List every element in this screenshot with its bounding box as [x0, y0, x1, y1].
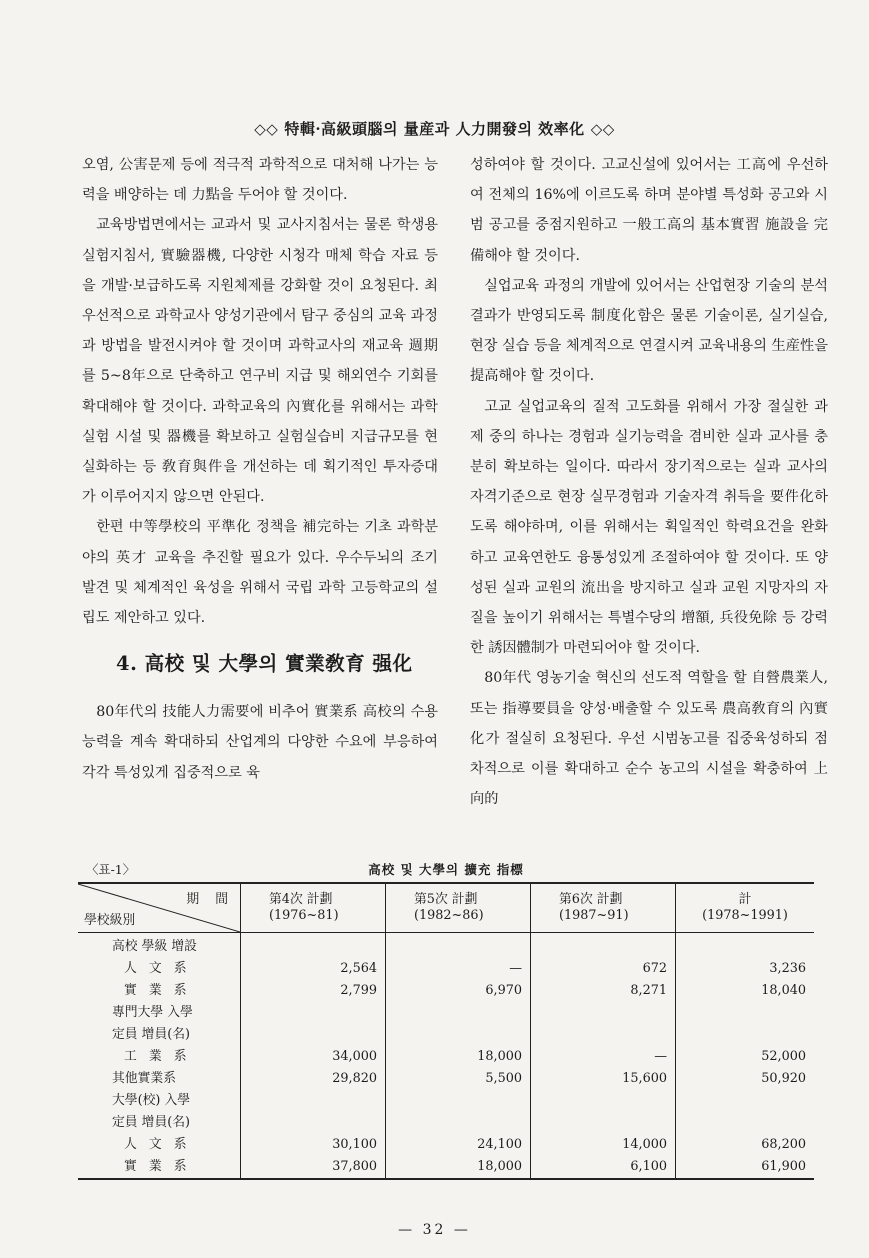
cell — [386, 1090, 531, 1112]
table-row — [78, 933, 814, 959]
left-column — [82, 150, 438, 788]
cell: 6,100 — [531, 1156, 676, 1179]
diamond-decor-right: ◇◇ — [590, 120, 615, 138]
cell: — — [386, 958, 531, 980]
header-title: 特輯·高級頭腦의 量産과 人力開發의 效率化 — [284, 120, 585, 138]
column-header-plan-5 — [386, 883, 531, 933]
expansion-table-block — [78, 858, 814, 1180]
cell: 24,100 — [386, 1134, 531, 1156]
cell — [531, 1112, 676, 1134]
cell — [531, 1002, 676, 1024]
table-caption — [78, 858, 814, 882]
corner-school-level-label: 學校級別 — [84, 913, 136, 928]
left-paragraph-3: 한편 中等學校의 平準化 정책을 補完하는 기초 과학분야의 英才 교육을 추진할 필요가 있다. 우수두뇌의 조기 발견 및 체계적인 육성을 위해서 국립 과학 고등학교의 설립도 제안하고 있다. — [82, 519, 438, 627]
column-header-years: (1982~86) — [414, 908, 484, 923]
cell — [241, 1002, 386, 1024]
row-label: 實 業 系 — [78, 1156, 241, 1179]
cell: 14,000 — [531, 1134, 676, 1156]
cell: 50,920 — [761, 1071, 806, 1086]
corner-period-label: 期 間 — [186, 892, 234, 907]
cell: 30,100 — [241, 1134, 386, 1156]
row-label: 高校 學級 增設 — [78, 933, 241, 959]
table-row — [78, 1134, 814, 1156]
column-header-total — [676, 883, 815, 933]
cell — [241, 1024, 386, 1046]
cell: 672 — [531, 958, 676, 980]
diamond-decor-left: ◇◇ — [254, 120, 279, 138]
right-paragraph-2: 실업교육 과정의 개발에 있어서는 산업현장 기술의 분석결과가 반영되도록 制度化함은 물론 기술이론, 실기실습, 현장 실습 등을 체계적으로 연결시켜 교육내용의 生産性을 提高해야 할 것이다. — [470, 277, 828, 385]
cell — [241, 1090, 386, 1112]
cell: 61,900 — [761, 1159, 806, 1174]
cell: 18,000 — [386, 1046, 531, 1068]
table-corner-cell — [78, 883, 241, 933]
cell: 15,600 — [531, 1068, 676, 1090]
table-row — [78, 1156, 814, 1179]
table-row — [78, 958, 814, 980]
page-number: — 32 — — [398, 1222, 471, 1238]
column-header-name: 第5次 計劃 — [414, 892, 478, 907]
cell: 68,200 — [761, 1137, 806, 1152]
cell — [531, 1024, 676, 1046]
cell: 8,271 — [531, 980, 676, 1002]
section-title: 4. 高校 및 大學의 實業敎育 强化 — [116, 652, 413, 676]
right-paragraph-3: 고교 실업교육의 질적 고도화를 위해서 가장 절실한 과제 중의 하나는 경험과 실기능력을 겸비한 실과 교사를 충분히 확보하는 일이다. 따라서 장기적으로는 실과 교사의 자격기준으로 현장 실무경험과 기술자격 취득을 要件化하도록 해야하며, 이를 위해서는 획일적인 학력요건을 완화하고 교육연한도 융통성있게 조절하여야 할 것이다. 또 양성된 실과 교원의 流出을 방지하고 실과 교원 지망자의 자질을 높이기 위해서는 특별수당의 增額, 兵役免除 등 강력한 誘因體制가 마련되어야 할 것이다. — [470, 398, 828, 657]
left-paragraph-1: 오염, 公害문제 등에 적극적 과학적으로 대처해 나가는 능력을 배양하는 데 力點을 두어야 할 것이다. — [82, 157, 438, 204]
cell — [531, 933, 676, 959]
table-row — [78, 980, 814, 1002]
cell: 18,040 — [761, 983, 806, 998]
cell: 52,000 — [761, 1049, 806, 1064]
table-row — [78, 1002, 814, 1024]
cell — [386, 1024, 531, 1046]
running-header — [0, 118, 869, 139]
column-header-name: 第4次 計劃 — [269, 892, 333, 907]
table-row — [78, 1112, 814, 1134]
left-paragraph-2: 교육방법면에서는 교과서 및 교사지침서는 물론 학생용 실험지침서, 實驗器機, 다양한 시청각 매체 학습 자료 등을 개발·보급하도록 지원체제를 강화할 것이 요청된다. 최우선적으로 과학교사 양성기관에서 탐구 중심의 교육 과정과 방법을 발전시켜야 할 것이며 과학교사의 재교육 週期를 5~8年으로 단축하고 연구비 지급 및 해외연수 기회를 확대해야 할 것이다. 과학교육의 內實化를 위해서는 과학실험 시설 및 器機를 확보하고 실험실습비 지급규모를 현실화하는 등 敎育與件을 개선하는 데 획기적인 투자증대가 이루어지지 않으면 안된다. — [82, 217, 438, 506]
column-header-years: (1976~81) — [269, 908, 339, 923]
row-label: 人 文 系 — [78, 1134, 241, 1156]
cell: — — [531, 1046, 676, 1068]
cell: 18,000 — [386, 1156, 531, 1179]
cell: 5,500 — [386, 1068, 531, 1090]
table-label: 〈표-1〉 — [86, 862, 136, 877]
cell — [531, 1090, 676, 1112]
cell: 2,564 — [241, 958, 386, 980]
cell — [241, 1112, 386, 1134]
cell — [386, 1112, 531, 1134]
row-label: 專門大學 入學 — [78, 1002, 241, 1024]
table-row — [78, 1024, 814, 1046]
table-header-row — [78, 883, 814, 933]
left-paragraph-4: 80年代의 技能人力需要에 비추어 實業系 高校의 수용능력을 계속 확대하되 산업계의 다양한 수요에 부응하여 각각 특성있게 집중적으로 육 — [82, 704, 438, 781]
cell: 3,236 — [769, 961, 806, 976]
expansion-table — [78, 882, 814, 1180]
table-row — [78, 1090, 814, 1112]
row-label: 大學(校) 入學 — [78, 1090, 241, 1112]
row-label: 工 業 系 — [78, 1046, 241, 1068]
column-header-years: (1978~1991) — [702, 908, 788, 923]
column-header-plan-4 — [241, 883, 386, 933]
row-label: 其他實業系 — [78, 1068, 241, 1090]
table-row — [78, 1046, 814, 1068]
right-paragraph-4: 80年代 영농기술 혁신의 선도적 역할을 할 自營農業人, 또는 指導要員을 양성·배출할 수 있도록 農高敎育의 內實化가 절실히 요청된다. 우선 시범농고를 집중육성하되 점차적으로 이를 확대하고 순수 농고의 시설을 확충하여 上向的 — [470, 670, 828, 808]
right-column — [470, 150, 828, 814]
cell — [386, 1002, 531, 1024]
column-header-years: (1987~91) — [559, 908, 629, 923]
cell — [676, 1024, 815, 1046]
cell: 6,970 — [386, 980, 531, 1002]
cell: 34,000 — [241, 1046, 386, 1068]
column-header-name: 第6次 計劃 — [559, 892, 623, 907]
column-header-plan-6 — [531, 883, 676, 933]
cell: 37,800 — [241, 1156, 386, 1179]
row-label: 定員 增員(名) — [78, 1024, 241, 1046]
row-label: 人 文 系 — [78, 958, 241, 980]
cell — [676, 1112, 815, 1134]
row-label: 實 業 系 — [78, 980, 241, 1002]
cell — [676, 1090, 815, 1112]
row-label: 定員 增員(名) — [78, 1112, 241, 1134]
right-paragraph-1: 성하여야 할 것이다. 고교신설에 있어서는 工高에 우선하여 전체의 16%에 이르도록 하며 분야별 특성화 공고와 시범 공고를 중점지원하고 一般工高의 基本實習 施設을 完備해야 할 것이다. — [470, 157, 828, 264]
table-title: 高校 및 大學의 擴充 指標 — [368, 862, 524, 877]
cell: 2,799 — [241, 980, 386, 1002]
table-row — [78, 1068, 814, 1090]
column-header-name: 計 — [738, 892, 752, 907]
cell: 29,820 — [241, 1068, 386, 1090]
cell — [386, 933, 531, 959]
cell — [241, 933, 386, 959]
cell — [676, 1002, 815, 1024]
cell — [676, 933, 815, 959]
